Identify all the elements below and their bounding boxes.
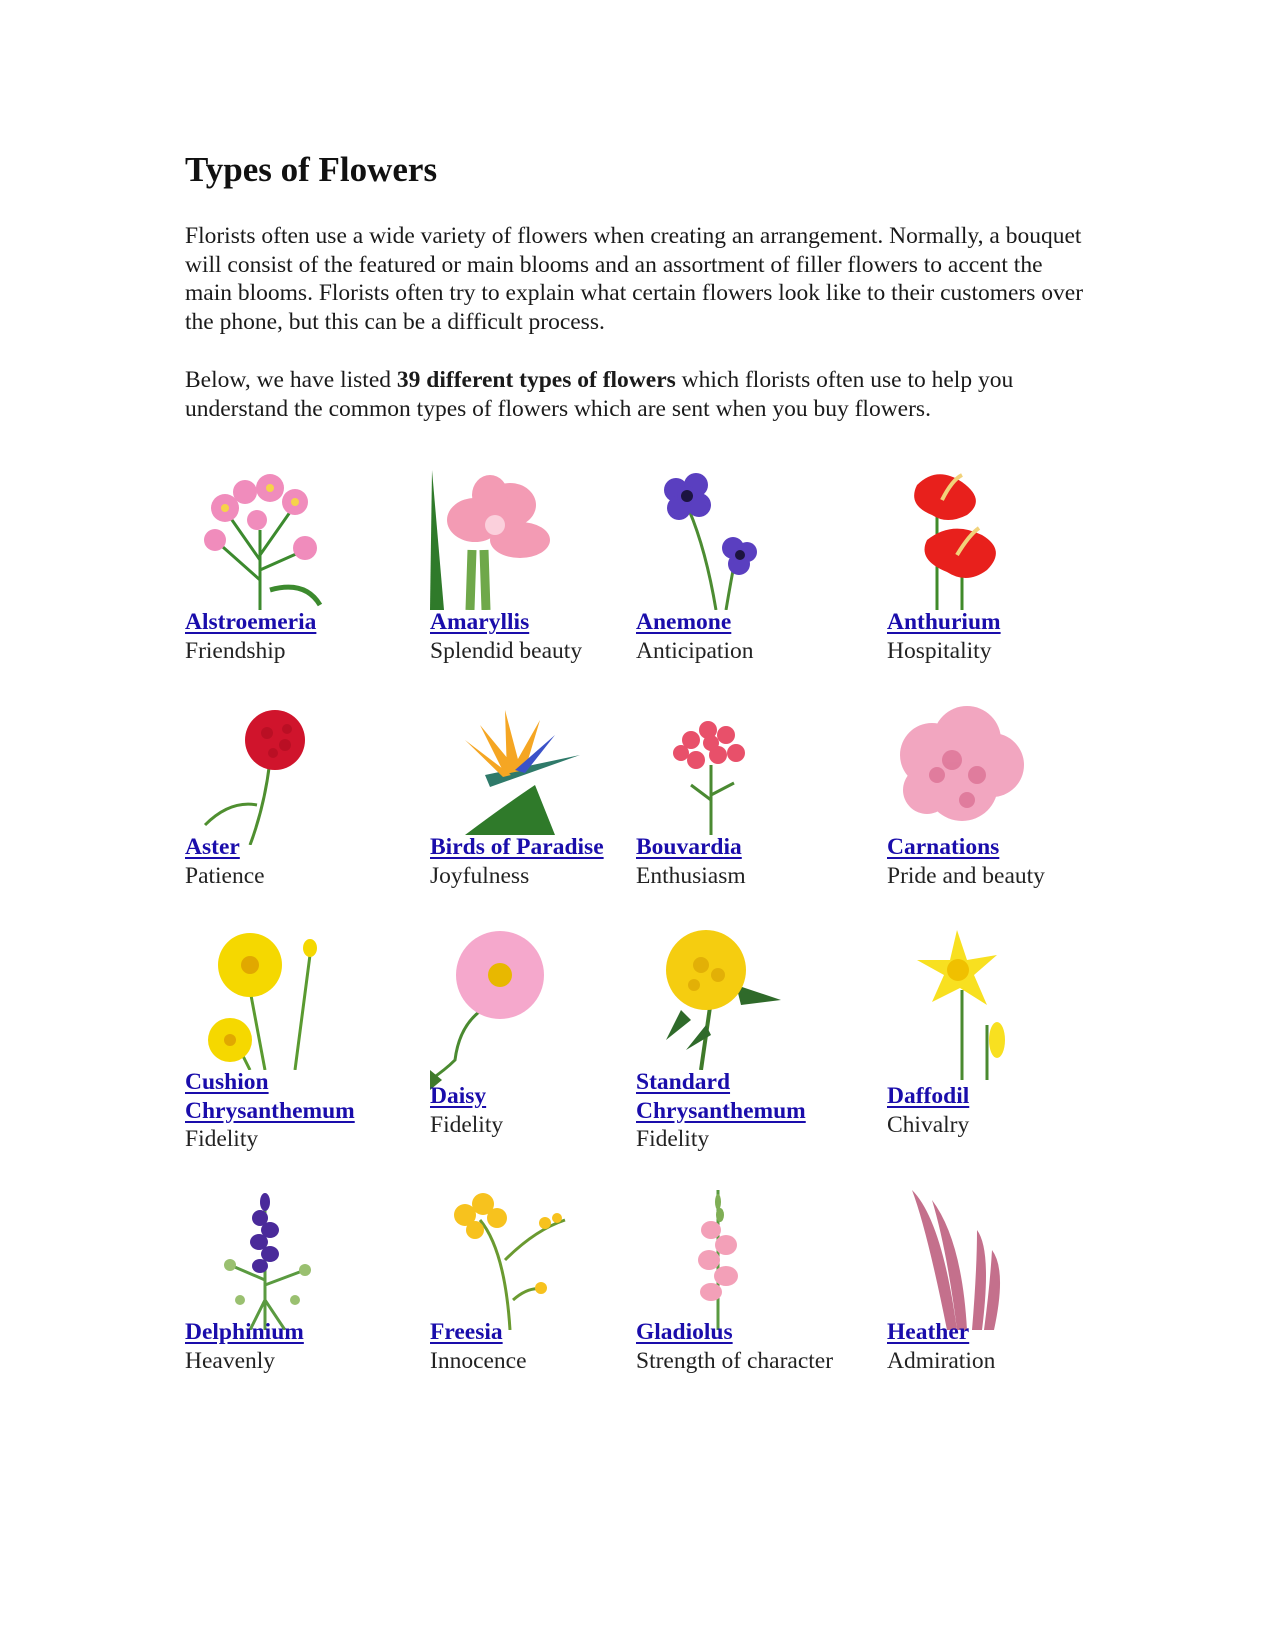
flower-link-standard-chrysanthemum[interactable]: Standard Chrysanthemum [636,1069,806,1124]
flower-link-daisy[interactable]: Daisy [430,1083,487,1109]
daffodil-icon [902,930,1012,1080]
flower-meaning-daisy: Fidelity [430,1111,504,1138]
intro-paragraph: Florists often use a wide variety of flowers when creating an arrangement. Normally, a bouquet will consist of the featured or main blooms and an assortment of filler flowers to accent the main blooms. Florists often try to explain what certain flowers look like to their customers over the phone, but this can be a difficult process. [185,223,1084,335]
flower-link-alstroemeria[interactable]: Alstroemeria [185,609,317,635]
flower-meaning-carnations: Pride and beauty [887,862,1045,889]
standard-chrysanthemum-icon [646,930,786,1070]
flower-meaning-freesia: Innocence [430,1347,527,1374]
flower-meaning-standard-chrysanthemum: Fidelity [636,1126,710,1152]
page-title: Types of Flowers [185,150,438,189]
anthurium-icon [907,470,1017,610]
summary-text-start: Below, we have listed [185,367,397,393]
flower-link-carnations[interactable]: Carnations [887,834,1000,860]
flower-link-bouvardia[interactable]: Bouvardia [636,834,742,860]
summary-paragraph [185,366,1095,423]
delphinium-icon [210,1190,320,1330]
aster-icon [195,705,325,845]
flower-meaning-anthurium: Hospitality [887,637,992,664]
flower-meaning-heather: Admiration [887,1347,996,1374]
anemone-icon [651,470,771,610]
freesia-icon [445,1190,575,1330]
carnation-icon [892,705,1032,835]
flower-link-heather[interactable]: Heather [887,1319,970,1345]
gladiolus-icon [676,1190,756,1330]
summary-highlight: 39 different types of flowers [396,367,676,393]
cushion-chrysanthemum-icon [195,930,325,1070]
daisy-icon [430,930,560,1090]
amaryllis-icon [430,470,560,610]
bouvardia-icon [666,715,756,835]
flower-meaning-gladiolus: Strength of character [636,1347,834,1374]
flower-meaning-anemone: Anticipation [636,637,754,664]
flower-meaning-birds-of-paradise: Joyfulness [430,862,530,889]
flower-link-daffodil[interactable]: Daffodil [887,1083,970,1109]
flower-link-anemone[interactable]: Anemone [636,609,732,635]
flower-link-gladiolus[interactable]: Gladiolus [636,1319,733,1345]
flower-meaning-alstroemeria: Friendship [185,637,286,664]
summary-text-end: which florists often use to help you understand the common types of flowers which are sent when you buy flowers. [185,367,1014,422]
flower-link-birds-of-paradise[interactable]: Birds of Paradise [430,834,604,860]
alstroemeria-icon [195,470,325,610]
heather-icon [902,1190,1012,1330]
flower-meaning-aster: Patience [185,862,265,889]
flower-meaning-bouvardia: Enthusiasm [636,862,746,889]
flower-meaning-cushion-chrysanthemum: Fidelity [185,1126,259,1152]
flower-meaning-daffodil: Chivalry [887,1111,970,1138]
flower-link-anthurium[interactable]: Anthurium [887,609,1001,635]
flower-meaning-amaryllis: Splendid beauty [430,637,583,664]
flower-link-delphinium[interactable]: Delphinium [185,1319,304,1345]
flower-meaning-delphinium: Heavenly [185,1347,276,1374]
flower-link-freesia[interactable]: Freesia [430,1319,503,1345]
bird-of-paradise-icon [445,705,585,835]
flower-link-cushion-chrysanthemum[interactable]: Cushion Chrysanthemum [185,1069,355,1124]
flower-link-amaryllis[interactable]: Amaryllis [430,609,530,635]
flower-link-aster[interactable]: Aster [185,834,240,860]
